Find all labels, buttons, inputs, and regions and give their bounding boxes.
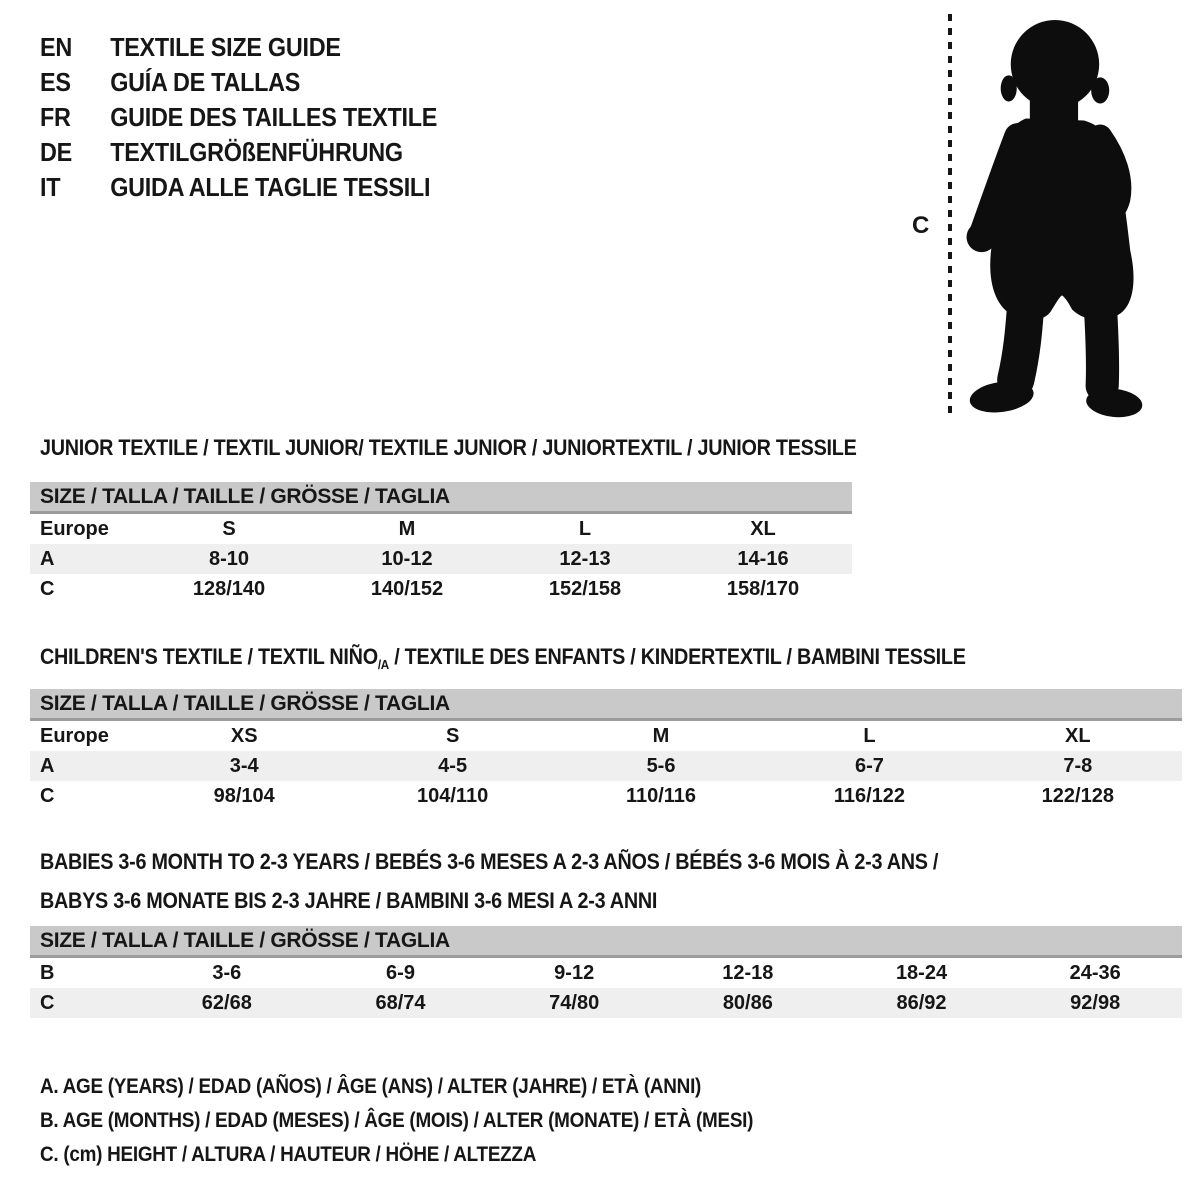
size-cell: XL [750, 518, 776, 540]
height-cell: 152/158 [548, 578, 622, 600]
table-row-age [30, 751, 1182, 781]
junior-size-table [30, 482, 852, 604]
height-cell: 128/140 [192, 578, 266, 600]
age-cell: 12-18 [722, 962, 774, 984]
guide-title: TEXTILE SIZE GUIDE [110, 32, 341, 62]
height-dashed-line [948, 14, 952, 416]
age-cell: 7-8 [1063, 755, 1093, 777]
size-cell: L [578, 518, 592, 540]
table-row-europe [30, 721, 1182, 751]
height-measure-label: C [912, 212, 930, 239]
row-label-cell: A [40, 548, 55, 570]
table-row-height [30, 574, 852, 604]
children-title-part1: CHILDREN'S TEXTILE / TEXTIL NIÑO [40, 644, 378, 669]
row-label-cell: C [40, 992, 55, 1014]
height-cell: 68/74 [375, 992, 426, 1014]
height-cell: 140/152 [370, 578, 444, 600]
toddler-silhouette-icon [962, 10, 1166, 422]
age-cell: 14-16 [737, 548, 789, 570]
height-cell: 122/128 [1041, 785, 1114, 807]
guide-title: TEXTILGRÖßENFÜHRUNG [110, 137, 403, 167]
children-title-part2: / TEXTILE DES ENFANTS / KINDERTEXTIL / BAMBINI TESSILE [388, 644, 966, 669]
legend-line-b: B. AGE (MONTHS) / EDAD (MESES) / ÂGE (MOIS) / ALTER (MONATE) / ETÀ (MESI) [40, 1109, 754, 1132]
size-cell: L [863, 725, 876, 747]
children-section-title [40, 643, 966, 678]
row-label-cell: Europe [40, 725, 109, 747]
language-code: EN [40, 32, 72, 62]
language-row [40, 30, 437, 65]
size-table-header: SIZE / TALLA / TAILLE / GRÖSSE / TAGLIA [30, 482, 852, 514]
age-cell: 6-9 [386, 962, 415, 984]
children-size-table [30, 689, 1182, 811]
height-cell: 74/80 [549, 992, 600, 1014]
age-cell: 12-13 [559, 548, 611, 570]
measurement-legend [40, 1070, 753, 1172]
guide-title: GUIDE DES TAILLES TEXTILE [110, 102, 438, 132]
height-cell: 92/98 [1070, 992, 1121, 1014]
legend-line-a: A. AGE (YEARS) / EDAD (AÑOS) / ÂGE (ANS) / ALTER (JAHRE) / ETÀ (ANNI) [40, 1075, 702, 1098]
table-row-age [30, 544, 852, 574]
language-code: IT [40, 172, 61, 202]
age-cell: 6-7 [854, 755, 884, 777]
size-cell: S [445, 725, 460, 747]
table-row-age-months [30, 958, 1182, 988]
age-cell: 18-24 [895, 962, 948, 984]
size-cell: S [222, 518, 236, 540]
height-cell: 86/92 [896, 992, 947, 1014]
height-cell: 104/110 [417, 785, 489, 807]
language-title-list [40, 30, 437, 205]
height-cell: 158/170 [726, 578, 800, 600]
height-cell: 62/68 [201, 992, 252, 1014]
size-table-header: SIZE / TALLA / TAILLE / GRÖSSE / TAGLIA [30, 926, 1182, 958]
language-row [40, 100, 437, 135]
age-cell: 5-6 [646, 755, 676, 777]
age-cell: 8-10 [208, 548, 250, 570]
height-cell: 110/116 [625, 785, 697, 807]
age-cell: 4-5 [438, 755, 468, 777]
age-cell: 9-12 [554, 962, 595, 984]
height-cell: 80/86 [722, 992, 773, 1014]
age-cell: 3-6 [212, 962, 242, 984]
table-row-height [30, 781, 1182, 811]
babies-title-line1: BABIES 3-6 MONTH TO 2-3 YEARS / BEBÉS 3-6 MESES A 2-3 AÑOS / BÉBÉS 3-6 MOIS À 2-3 ANS / [40, 849, 939, 874]
language-row [40, 135, 437, 170]
size-cell: XS [230, 725, 258, 747]
size-table-header: SIZE / TALLA / TAILLE / GRÖSSE / TAGLIA [30, 689, 1182, 721]
size-cell: M [652, 725, 670, 747]
height-cell: 116/122 [833, 785, 906, 807]
legend-line-c: C. (cm) HEIGHT / ALTURA / HAUTEUR / HÖHE / ALTEZZA [40, 1143, 537, 1166]
babies-size-table [30, 926, 1182, 1018]
age-cell: 3-4 [229, 755, 259, 777]
table-row-europe [30, 514, 852, 544]
table-row-height [30, 988, 1182, 1018]
size-cell: M [398, 518, 416, 540]
size-cell: XL [1065, 725, 1091, 747]
row-label-cell: C [40, 785, 55, 807]
row-label-cell: B [40, 962, 55, 984]
junior-section-title: JUNIOR TEXTILE / TEXTIL JUNIOR/ TEXTILE JUNIOR / JUNIORTEXTIL / JUNIOR TESSILE [40, 435, 857, 460]
row-label-cell: C [40, 578, 55, 600]
language-row [40, 65, 437, 100]
row-label-cell: A [40, 755, 55, 777]
language-code: ES [40, 67, 71, 97]
babies-section-title [40, 842, 938, 920]
language-code: DE [40, 137, 72, 167]
row-label-cell: Europe [40, 518, 109, 540]
language-code: FR [40, 102, 71, 132]
age-cell: 10-12 [381, 548, 433, 570]
babies-title-line2: BABYS 3-6 MONATE BIS 2-3 JAHRE / BAMBINI 3-6 MESI A 2-3 ANNI [40, 888, 658, 913]
age-cell: 24-36 [1069, 962, 1121, 984]
height-cell: 98/104 [213, 785, 275, 807]
language-row [40, 170, 437, 205]
children-title-subscript: /A [377, 657, 389, 672]
guide-title: GUÍA DE TALLAS [110, 67, 301, 97]
guide-title: GUIDA ALLE TAGLIE TESSILI [110, 172, 431, 202]
